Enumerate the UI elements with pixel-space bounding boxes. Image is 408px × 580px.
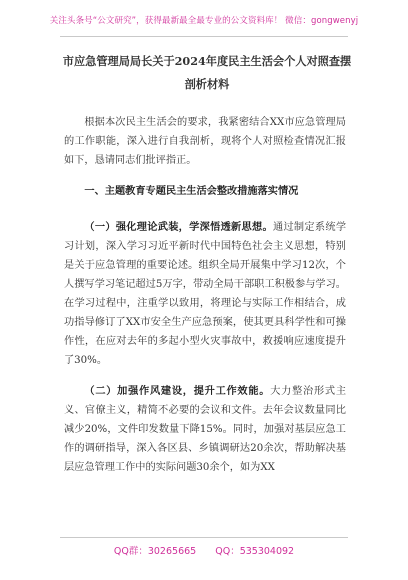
intro-paragraph: 根据本次民主生活会的要求，我紧密结合XX市应急管理局的工作职能，深入进行自我剖析，现将个人对照检查情况汇报如下，恳请同志们批评指正。 bbox=[64, 117, 346, 166]
document-body bbox=[64, 113, 346, 489]
footer bbox=[0, 543, 408, 557]
footer-divider bbox=[60, 537, 348, 538]
footer-qq: QQ：535304092 bbox=[215, 546, 295, 557]
paragraph-1-body: 通过制定系统学习计划，深入学习习近平新时代中国特色社会主义思想，特别是关于应急管理的重要论述。组织全局开展集中学习12次，个人撰写学习笔记超过5万字，带动全局干部职工积极参与学习。在学习过程中，注重学以致用，将理论与实际工作相结合，成功指导修订了XX市安全生产应急预案，使其更具科学性和可操作性，在应对去年的多起小型火灾事故中，救援响应速度提升了30%。 bbox=[64, 222, 347, 366]
top-banner: 关注头条号“公文研究”，获得最新最全最专业的公文资料库！ 微信：gongwenyj bbox=[49, 16, 359, 26]
header-divider bbox=[60, 36, 348, 37]
paragraph-2 bbox=[64, 382, 346, 477]
paragraph-1 bbox=[64, 218, 346, 370]
paragraph-1-lead: （一）强化理论武装，学深悟透新思想。 bbox=[84, 221, 273, 233]
document-title: 市应急管理局局长关于2024年度民主生活会个人对照查摆剖析材料 bbox=[62, 54, 352, 91]
paragraph-2-body: 大力整治形式主义、官僚主义，精简不必要的会议和文件。去年会议数量同比减少20%，文件印发数量下降15%。同时，加强对基层应急工作的调研指导，深入各区县、乡镇调研达20余次，帮助解决基层应急管理工作中的实际问题30余个，如为XX bbox=[64, 386, 347, 473]
footer-qq-group: QQ群：30265665 bbox=[113, 546, 197, 557]
paragraph-2-lead: （二）加强作风建设，提升工作效能。 bbox=[84, 385, 271, 397]
section-heading: 一、主题教育专题民主生活会整改措施落实情况 bbox=[84, 185, 299, 197]
